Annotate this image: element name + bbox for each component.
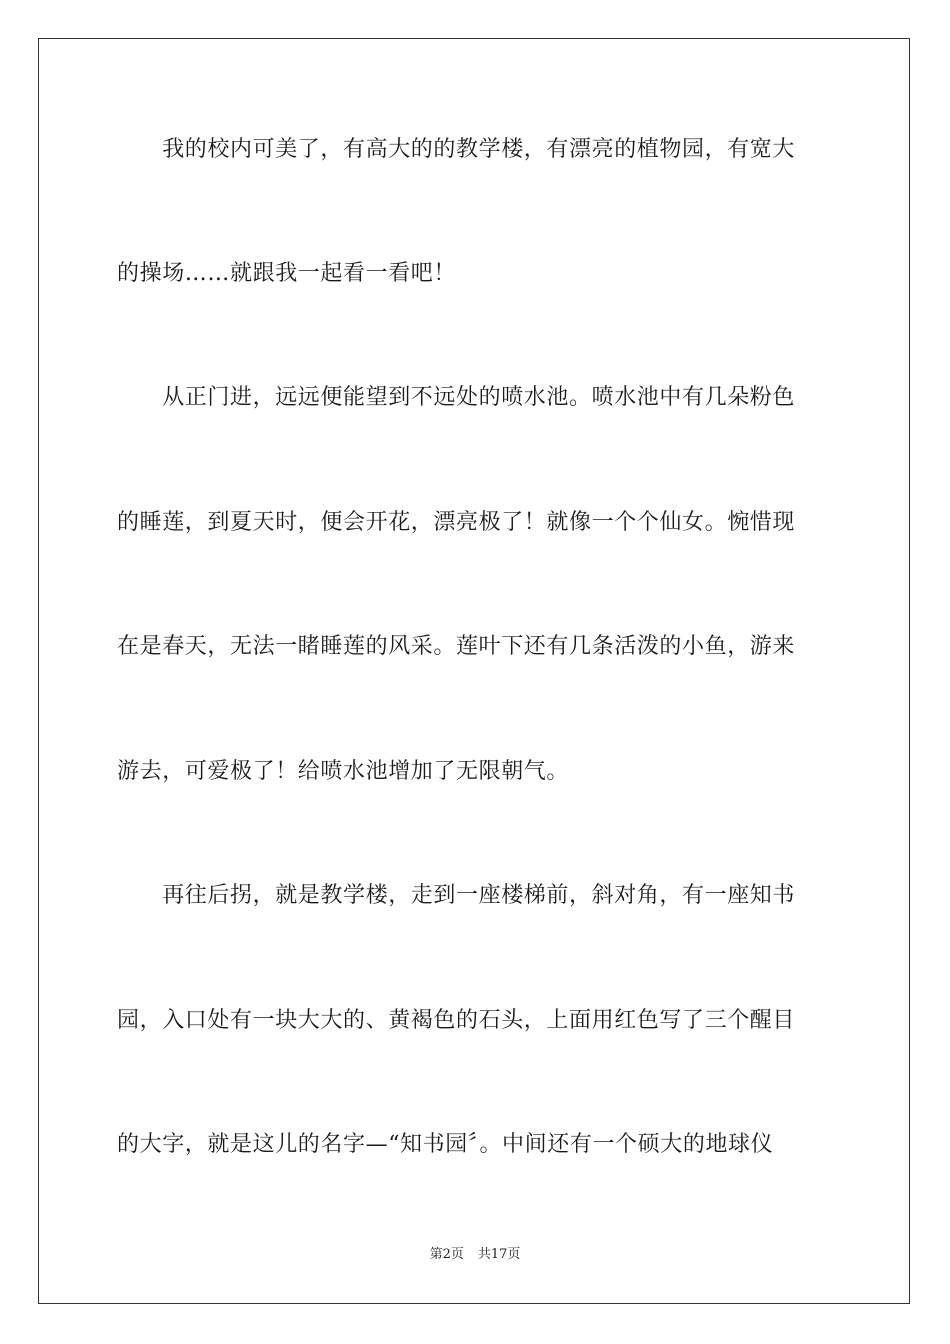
- page-footer: [0, 1246, 950, 1264]
- total-pages: 共17页: [477, 1247, 521, 1262]
- paragraph-line: 再往后拐，就是教学楼，走到一座楼梯前，斜对角，有一座知书: [117, 883, 796, 908]
- paragraph-line: 从正门进，远远便能望到不远处的喷水池。喷水池中有几朵粉色: [117, 385, 796, 410]
- paragraph-line: 我的校内可美了，有高大的的教学楼，有漂亮的植物园，有宽大: [117, 137, 796, 162]
- paragraph-line: 的睡莲，到夏天时，便会开花，漂亮极了！就像一个个仙女。惋惜现: [117, 510, 796, 535]
- paragraph-line: 游去，可爱极了！给喷水池增加了无限朝气。: [117, 759, 570, 784]
- paragraph-line: 园，入口处有一块大大的、黄褐色的石头，上面用红色写了三个醒目: [117, 1008, 796, 1033]
- paragraph-line: 的大字，就是这儿的名字—“知书园〞。中间还有一个硕大的地球仪: [117, 1132, 774, 1157]
- paragraph-line: 在是春天，无法一睹睡莲的风采。莲叶下还有几条活泼的小鱼，游来: [117, 634, 796, 659]
- page-border: [38, 38, 910, 1304]
- paragraph-line: 的操场……就跟我一起看一看吧！: [117, 261, 457, 286]
- page-number: 第2页: [429, 1247, 464, 1262]
